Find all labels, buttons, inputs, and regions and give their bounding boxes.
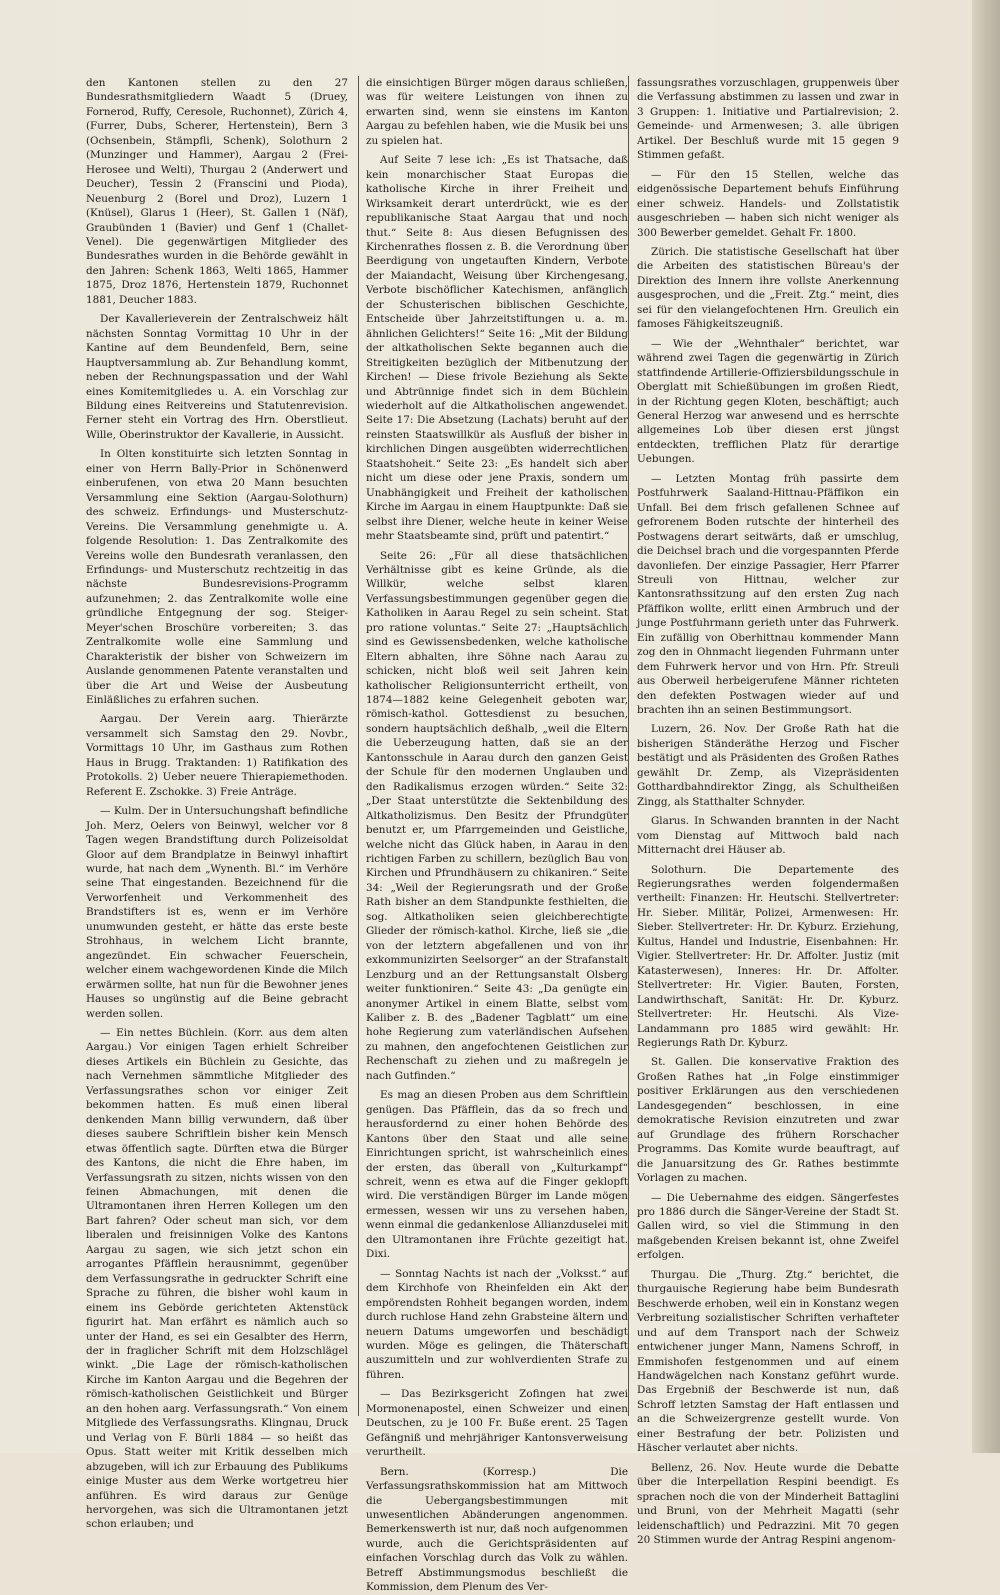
paragraph: Zürich. Die statistische Gesellschaft hat über die Arbeiten des statistischen Büreau's der Direktion des Innern ihre vollste Anerkennung ausgesprochen, und die „Freit. Ztg.“ meint, dies sei für den vielangefochtenen Hrn. Greulich ein famoses Fähigkeitszeugniß. (637, 245, 899, 331)
paragraph: — Für den 15 Stellen, welche das eidgenössische Departement behufs Einführung einer schweiz. Handels- und Zollstatistik ausgeschrieben — haben sich nicht weniger als 300 Bewerber gemeldet. Gehalt Fr. 1800. (637, 168, 899, 239)
paragraph: Bern. (Korresp.) Die Verfassungsrathskommission hat am Mittwoch die Uebergangsbestimmungen mit unwesentlichen Abänderungen angenommen. Bemerkenswerth ist nur, daß noch aufgenommen wurde, auch die Gerichtspräsidenten auf einfachen Vorschlag durch das Volk zu wählen. Betreff Abstimmungsmodus beschließt die Kommission, dem Plenum des Ver- (366, 1465, 628, 1594)
column-divider (358, 76, 359, 1416)
paragraph: St. Gallen. Die konservative Fraktion des Großen Rathes hat „in Folge einstimmiger positiver Erklärungen aus den verschiedenen Landesgegenden“ beschlossen, in eine demokratische Revision einzutreten und zwar auf Grundlage des frühern Rorschacher Programms. Das Komite wurde beauftragt, auf die Januarsitzung des Gr. Rathes bestimmte Vorlagen zu machen. (637, 1056, 899, 1185)
paragraph: — Das Bezirksgericht Zofingen hat zwei Mormonenapostel, einen Schweizer und einen Deutschen, zu je 100 Fr. Buße erent. 25 Tagen Gefängniß und mehrjähriger Kantonsverweisung verurtheilt. (366, 1388, 628, 1459)
paragraph: — Die Uebernahme des eidgen. Sängerfestes pro 1886 durch die Sänger-Vereine der Stadt St. Gallen wird, so viel die Stimmung in den maßgebenden Kreisen bekannt ist, ohne Zweifel erfolgen. (637, 1191, 899, 1262)
paragraph: den Kantonen stellen zu den 27 Bundesrathsmitgliedern Waadt 5 (Druey, Fornerod, Ruffy, Ceresole, Ruchonnet), Zürich 4, (Furrer, Dubs, Scherer, Hertenstein), Bern 3 (Ochsenbein, Stämpfli, Schenk), Solothurn 2 (Munzinger und Hammer), Aargau 2 (Frei-Herosee und Welti), Thurgau 2 (Anderwert und Deucher), Tessin 2 (Franscini und Pioda), Neuenburg 2 (Borel und Droz), Luzern 1 (Knüsel), Glarus 1 (Heer), St. Gallen 1 (Näf), Graubünden 1 (Bavier) und Genf 1 (Challet-Venel). Die gegenwärtigen Mitglieder des Bundesrathes wurden in die Behörde gewählt in den Jahren: Schenk 1863, Welti 1865, Hammer 1875, Droz 1876, Hertenstein 1879, Ruchonnet 1881, Deucher 1883. (86, 77, 348, 306)
text-column-right (637, 76, 899, 1546)
paragraph: Seite 26: „Für all diese thatsächlichen Verhältnisse gibt es keine Gründe, als die Willkür, welche selbst klaren Verfassungsbestimmungen gegenüber gegen die Katholiken in Aarau Regel zu sein scheint. Stat pro ratione voluntas.“ Seite 27: „Hauptsächlich sind es Gewissensbedenken, welche katholische Eltern abhalten, ihre Söhne nach Aarau zu schicken, nicht bloß weil seit Jahren kein katholischer Religionsunterricht ertheilt, von 1874—1882 keine Gelegenheit geboten war, römisch-kathol. Gottesdienst zu besuchen, sondern hauptsächlich deßhalb, „weil die Eltern die Ueberzeugung hatten, daß sie an der Kantonsschule in Aarau durch den ganzen Geist der Schule für den modernen Unglauben und den Radikalismus erzogen würden.“ Seite 32: „Der Staat unterstützte die Sektenbildung des Altkatholizismus. Den Besitz der Pfrundgüter benutzt er, um Pfarrgemeinden und Geistliche, welche nicht das Glück haben, in Aarau in den richtigen Farben zu schillern, bezüglich Bau von Kirchen und Pfrundhäusern zu chikaniren.“ Seite 34: „Weil der Regierungsrath und der Große Rath bisher an dem Standpunkte festhielten, die sog. Altkatholiken seien gleichberechtigte Glieder der römisch-kathol. Kirche, ließ sie „die von der letztern abgefallenen und von ihr exkommunizirten Seelsorger“ an der Strafanstalt Lenzburg und an der Rettungsanstalt Olsberg weiter funktioniren.“ Seite 43: „Da genügte ein anonymer Artikel in einem Blatte, selbst vom Kaliber z. B. des „Badener Tagblatt“ um eine hohe Regierung zum vaterländischen Aufsehen zu mahnen, den angefochtenen Geistlichen zur Rechenschaft zu ziehen und zu maßregeln je nach Gutfinden.“ (366, 549, 628, 1082)
paragraph: Es mag an diesen Proben aus dem Schriftlein genügen. Das Pfäfflein, das da so frech und herausfordernd zu einer hohen Behörde des Kantons über den Staat und alle seine Einrichtungen spricht, ist wahrscheinlich eines der ersten, das überall von „Kulturkampf“ schreit, wenn es etwa auf die Finger geklopft wird. Die verständigen Bürger im Lande mögen ermessen, wessen wir uns zu versehen haben, wenn einmal die gedankenlose Allianzduselei mit den Ultramontanen ihre Früchte gezeitigt hat. Dixi. (366, 1089, 628, 1261)
text-column-left (86, 76, 348, 1531)
paragraph: Thurgau. Die „Thurg. Ztg.“ berichtet, die thurgauische Regierung habe beim Bundesrath Beschwerde erhoben, weil ein in Konstanz wegen Verbreitung sozialistischer Schriften verhafteter und auf dem Transport nach der Schweiz entwichener junger Mann, Namens Schroff, in Emmishofen festgenommen und auf einem Handwägelchen nach Konstanz geführt wurde. Das Ergebniß der Beschwerde ist nun, daß Schroff letzten Samstag der Haft entlassen und an die Schweizergrenze gestellt wurde. Von einer Bestrafung der betr. Polizisten und Häscher verlautet aber nichts. (637, 1268, 899, 1455)
column-divider (628, 76, 629, 1416)
paragraph: In Olten konstituirte sich letzten Sonntag in einer von Herrn Bally-Prior in Schönenwerd einberufenen, von etwa 20 Mann besuchten Versammlung eine Sektion (Aargau-Solothurn) des schweiz. Erfindungs- und Musterschutz-Vereins. Die Versammlung genehmigte u. A. folgende Resolution: 1. Das Zentralkomite des Vereins wolle den Bundesrath veranlassen, den Erfindungs- und Musterschutz rechtzeitig in das nächste Bundesrevisions-Programm aufzunehmen; 2. das Zentralkomite wolle eine gründliche Entgegnung der sog. Steiger-Meyer'schen Broschüre vorbereiten; 3. das Zentralkomite wolle eine Sammlung und Charakteristik der bisher von Schweizern im Auslande genommenen Patente veranstalten und über die Art und Weise der Ausbeutung Einläßliches zu erfahren suchen. (86, 448, 348, 707)
paragraph: Solothurn. Die Departemente des Regierungsrathes werden folgendermaßen vertheilt: Finanzen: Hr. Heutschi. Stellvertreter: Hr. Sieber. Militär, Polizei, Armenwesen: Hr. Sieber. Stellvertreter: Hr. Dr. Kyburz. Erziehung, Kultus, Handel und Industrie, Eisenbahnen: Hr. Vigier. Stellvertreter: Hr. Dr. Affolter. Justiz (mit Katasterwesen), Inneres: Hr. Dr. Affolter. Stellvertreter: Hr. Vigier. Bauten, Forsten, Landwirthschaft, Sanität: Hr. Dr. Kyburz. Stellvertreter: Hr. Heutschi. Als Vize-Landammann pro 1885 wird gewählt: Hr. Regierungs Rath Dr. Kyburz. (637, 863, 899, 1049)
text-column-middle (366, 76, 628, 1594)
paragraph: — Wie der „Wehnthaler“ berichtet, war während zwei Tagen die gegenwärtig in Zürich stattfindende Artillerie-Offiziersbildungsschule in Oberglatt mit Schießübungen im großen Riedt, in der Richtung gegen Kloten, beschäftigt; auch General Herzog war anwesend und es herrschte allgemeines Lob über diesen erst jüngst entdeckten, trefflichen Platz für derartige Uebungen. (637, 337, 899, 466)
paragraph: — Kulm. Der in Untersuchungshaft befindliche Joh. Merz, Oelers von Beinwyl, welcher vor 8 Tagen wegen Brandstiftung durch Polizeisoldat Gloor auf dem Brandplatze in Beinwyl inhaftirt wurde, hat nach dem „Wynenth. Bl.“ im Verhöre seine That eingestanden. Bezeichnend für die Verworfenheit und Verkommenheit des Brandstifters ist es, wenn er im Verhöre unumwunden gesteht, er hätte das erste beste Strohhaus, in welchem Licht brannte, angezündet. Ein schwacher Feuerschein, welcher einem wachgewordenen Kinde die Milch erwärmen sollte, hat nun für die Bewohner jenes Hauses so ungünstig auf die Beine gebracht werden sollen. (86, 805, 348, 1020)
paragraph: Glarus. In Schwanden brannten in der Nacht vom Dienstag auf Mittwoch bald nach Mitternacht drei Häuser ab. (637, 815, 899, 857)
paragraph: Bellenz, 26. Nov. Heute wurde die Debatte über die Interpellation Respini beendigt. Es sprachen noch die von der Minderheit Battaglini und Bruni, von der Mehrheit Magatti (sehr leidenschaftlich) und Pedrazzini. Mit 70 gegen 20 Stimmen wurde der Antrag Respini angenom- (637, 1461, 899, 1546)
paragraph: die einsichtigen Bürger mögen daraus schließen, was für weitere Leistungen von ihnen zu erwarten sind, wenn sie einstens im Kanton Aargau zu befehlen haben, wie die Musik bei uns zu spielen hat. (366, 77, 628, 147)
paragraph: — Sonntag Nachts ist nach der „Volksst.“ auf dem Kirchhofe von Rheinfelden ein Akt der empörendsten Rohheit begangen worden, indem durch ruchlose Hand zehn Grabsteine ältern und neuern Datums umgeworfen und beschädigt wurden. Möge es gelingen, die Thäterschaft auszumitteln und zur wohlverdienten Strafe zu führen. (366, 1267, 628, 1381)
paragraph: — Ein nettes Büchlein. (Korr. aus dem alten Aargau.) Vor einigen Tagen erhielt Schreiber dieses Artikels ein Büchlein zu Gesichte, das nach Vernehmen sämmtliche Mitglieder des Verfassungsrathes schon vor einiger Zeit bekommen hatten. Es muß einen liberal denkenden Mann billig verwundern, daß über dieses saubere Schriftlein bisher kein Mensch etwas öffentlich sagte. Dürften etwa die Bürger des Kantons, die nicht die Ehre haben, im Verfassungsrath zu sitzen, nichts wissen von den feinen Abmachungen, mit denen die Ultramontanen ihren Herren Kollegen um den Bart fahren? Oder scheut man sich, vor dem liberalen und freisinnigen Volke des Kantons Aargau zu sagen, wie sich jetzt schon ein arrogantes Pfäfflein herausnimmt, gegenüber dem Verfassungsrathe in gedruckter Schrift eine Sprache zu führen, die bisher wohl kaum in einem ins Gebörde gerichteten Aktenstück figurirt hat. Man erfährt es nämlich auch so unter der Hand, es sei ein Gesalbter des Herrn, der in fraglicher Schrift mit dem Holzschlägel winkt. „Die Lage der römisch-katholischen Kirche im Kanton Aargau und die Begehren der römisch-katholischen Geistlichkeit und Bürger an den hohen aarg. Verfassungsrath.“ Von einem Mitgliede des Verfassungsraths. Klingnau, Druck und Verlag von F. Bürli 1884 — so heißt das Opus. Statt weiter mit Kritik desselben mich abzugeben, will ich zur Erbauung des Publikums einige Muster aus dem Werke wortgetreu hier anführen. Es wird daraus zur Genüge hervorgehen, was sich die Ultramontanen jetzt schon erlauben; und (86, 1027, 348, 1531)
paragraph: Auf Seite 7 lese ich: „Es ist Thatsache, daß kein monarchischer Staat Europas die katholische Kirche in ihrer Freiheit und Wirksamkeit derart unterdrückt, wie es der republikanische Staat Aargau that und noch thut.“ Seite 8: Aus diesen Befugnissen des Kirchenrathes flossen z. B. die Verordnung über Beerdigung von ungetauften Kindern, Verbote der Maiandacht, Weisung über Kirchengesang, Verbote bischöflicher Katechismen, anfänglich der Schusterischen biblischen Geschichte, Entscheide über Jahrzeitstiftungen u. a. m. ähnlichen Gelichters!“ Seite 16: „Mit der Bildung der altkatholischen Sekte begannen auch die Streitigkeiten bezüglich der Mitbenutzung der Kirchen! — Diese frivole Beziehung als Sekte und Abtrünnige findet sich in dem Büchlein wiederholt auf die Altkatholischen angewendet. Seite 17: Die Absetzung (Lachats) beruht auf der reinsten Staatswillkür als Ausfluß der bisher in kirchlichen Dingen ausgeübten widerrechtlichen Staatshoheit.“ Seite 23: „Es handelt sich aber nicht um diese oder jene Praxis, sondern um Unabhängigkeit und Freiheit der katholischen Kirche im Aargau in einem Hauptpunkte: Daß sie selbst ihre Diener, welche heute in keiner Weise mehr Staatsbeamte sind, prüft und patentirt.“ (366, 154, 628, 543)
paragraph: fassungsrathes vorzuschlagen, gruppenweis über die Verfassung abstimmen zu lassen und zwar in 3 Gruppen: 1. Initiative und Partialrevision; 2. Gemeinde- und Armenwesen; 3. alle übrigen Artikel. Der Beschluß wurde mit 15 gegen 9 Stimmen gefaßt. (637, 77, 899, 162)
paragraph: Der Kavallerieverein der Zentralschweiz hält nächsten Sonntag Vormittag 10 Uhr in der Kantine auf dem Beundenfeld, Bern, seine Hauptversammlung ab. Zur Behandlung kommt, neben der Rechnungspassation und der Wahl eines Komitemitgliedes u. A. ein Vorschlag zur Bildung eines Reitvereins und Statutenrevision. Ferner steht ein Vortrag des Hrn. Oberstlieut. Wille, Oberinstruktor der Kavallerie, in Aussicht. (86, 313, 348, 441)
page-binding-edge (972, 0, 1000, 1453)
paragraph: Aargau. Der Verein aarg. Thierärzte versammelt sich Samstag den 29. Novbr., Vormittags 10 Uhr, im Gasthaus zum Rothen Haus in Brugg. Traktanden: 1) Ratifikation des Protokolls. 2) Ueber neuere Thierapiemethoden. Referent E. Zschokke. 3) Freie Anträge. (86, 713, 348, 798)
paragraph: Luzern, 26. Nov. Der Große Rath hat die bisherigen Ständeräthe Herzog und Fischer bestätigt und als Präsidenten des Großen Rathes gewählt Dr. Zemp, als Vizepräsidenten Gotthardbahndirektor Zingg, als Schultheißen Zingg, als Statthalter Schnyder. (637, 723, 899, 808)
paragraph: — Letzten Montag früh passirte dem Postfuhrwerk Saaland-Hittnau-Pfäffikon ein Unfall. Bei dem frisch gefallenen Schnee auf gefrorenem Boden rutschte der hinterheil des Postwagens derart seitwärts, daß er umschlug, die Deichsel brach und die vorgespannten Pferde davonliefen. Der einzige Passagier, Herr Pfarrer Streuli von Hittnau, welcher zur Kantonsrathssitzung auf den ersten Zug nach Pfäffikon wollte, erlitt einen Armbruch und der junge Postfuhrmann gerieth unter das Fuhrwerk. Ein zufällig von Oberhittnau kommender Mann zog den in Ohnmacht liegenden Fuhrmann unter dem Fuhrwerk hervor und von Hrn. Pfr. Streuli aus Oberweil herbeigerufene Männer richteten den defekten Postwagen wieder auf und brachten ihn an seinen Bestimmungsort. (637, 472, 899, 717)
